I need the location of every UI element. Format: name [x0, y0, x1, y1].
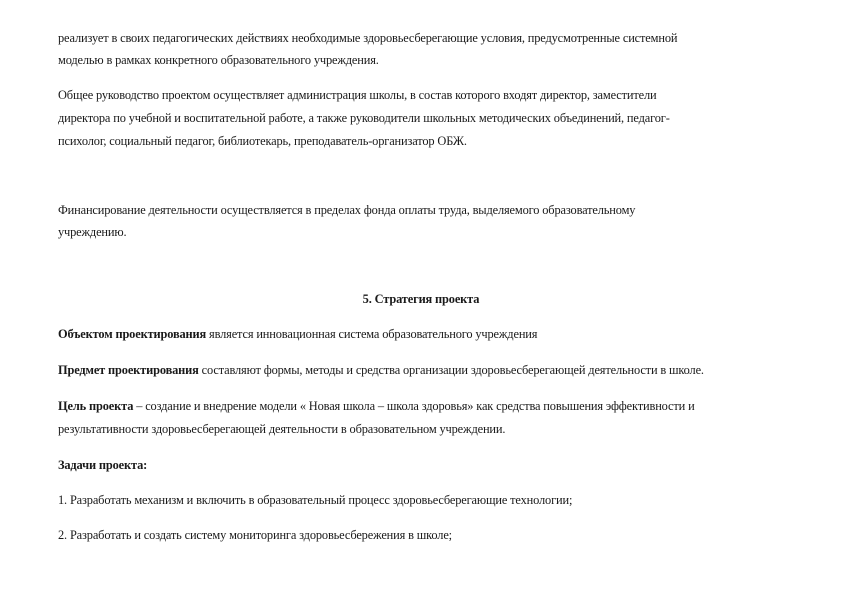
subject-label: Предмет проектирования	[58, 363, 199, 377]
paragraph-line: психолог, социальный педагог, библиотекарь, преподаватель-организатор ОБЖ.	[58, 134, 467, 148]
paragraph-line: реализует в своих педагогических действиях необходимые здоровьесберегающие условия, предусмотренные системной	[58, 31, 678, 45]
tasks-heading: Задачи проекта:	[58, 458, 148, 472]
paragraph-line: Финансирование деятельности осуществляется в пределах фонда оплаты труда, выделяемого образовательному	[58, 203, 636, 217]
paragraph-line: учреждению.	[58, 225, 127, 239]
paragraph-line: Общее руководство проектом осуществляет администрация школы, в состав которого входят директор, заместители	[58, 88, 657, 102]
paragraph-line: директора по учебной и воспитательной работе, а также руководители школьных методических объединений, педагог-	[58, 111, 670, 125]
section-heading: 5. Стратегия проекта	[362, 292, 480, 306]
goal-text: – создание и внедрение модели « Новая школа – школа здоровья» как средства повышения эффективности и	[133, 399, 695, 413]
task-item: 1. Разработать механизм и включить в образовательный процесс здоровьесберегающие технологии;	[58, 493, 573, 507]
subject-text: составляют формы, методы и средства организации здоровьесберегающей деятельности в школе.	[198, 363, 704, 377]
goal-line-2: результативности здоровьесберегающей деятельности в образовательном учреждении.	[58, 422, 506, 436]
subject-line	[58, 362, 704, 378]
object-label: Объектом проектирования	[58, 327, 207, 341]
goal-line	[58, 398, 695, 414]
object-text: является инновационная система образовательного учреждения	[206, 327, 538, 341]
object-line	[58, 326, 537, 342]
task-item: 2. Разработать и создать систему мониторинга здоровьесбережения в школе;	[58, 528, 452, 542]
goal-label: Цель проекта	[58, 399, 134, 413]
paragraph-line: моделью в рамках конкретного образовательного учреждения.	[58, 53, 379, 67]
